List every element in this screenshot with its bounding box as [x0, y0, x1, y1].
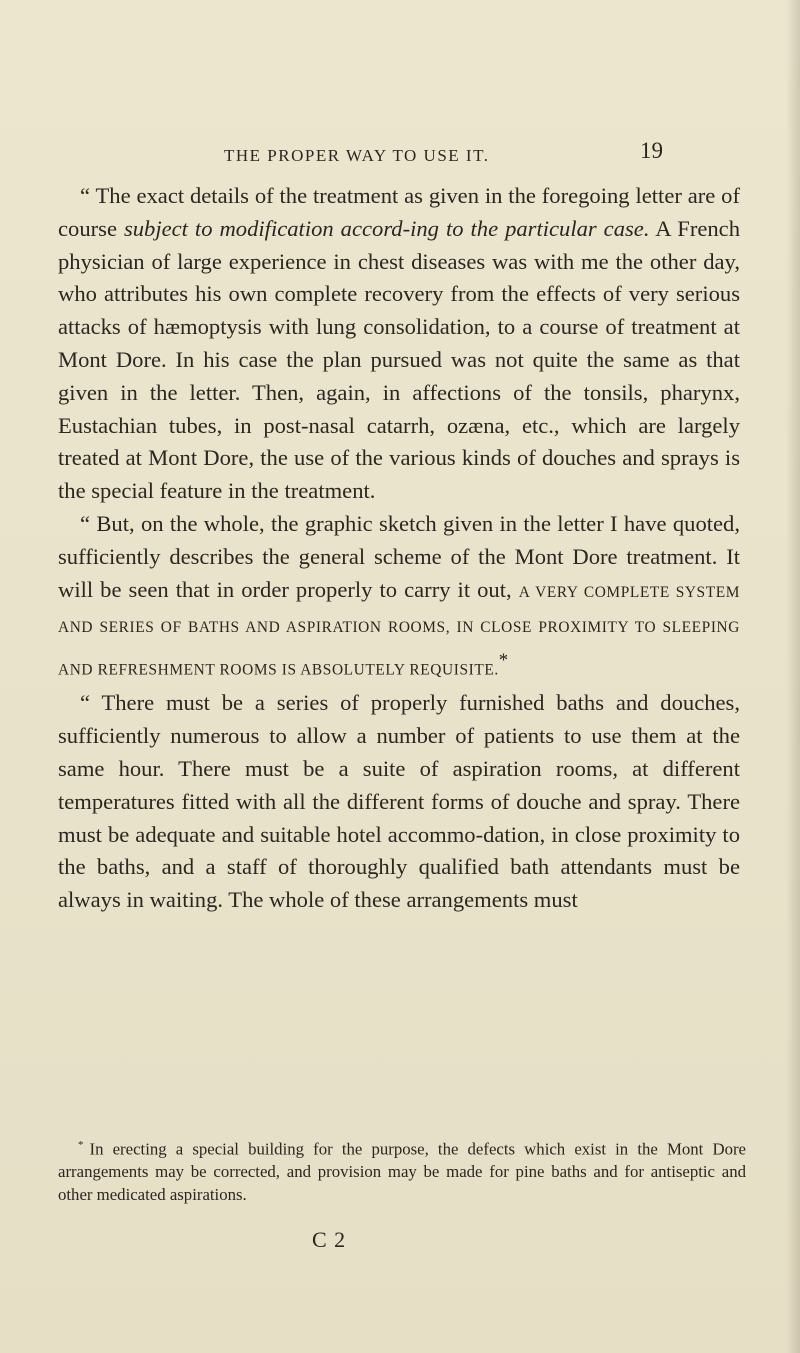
footnote-marker: * [78, 1139, 84, 1151]
text-run: A French physician of large experience in chest diseases was with me the other day, who attributes his own complete recovery from the effects of very serious attacks of hæmoptysis with lung consolidation, to a course of treatment at Mont Dore. In his case the plan pursued was not quite the same as that given in the letter. Then, again, in affections of the tonsils, pharynx, Eustachian tubes, in post-nasal catarrh, ozæna, etc., which are largely treated at Mont Dore, the use of the various kinds of douches and sprays is the special feature in the treatment. [58, 215, 740, 504]
page-number: 19 [640, 138, 663, 163]
footnote-paragraph [58, 1134, 746, 1206]
footnote-text: In erecting a special building for the purpose, the defects which exist in the Mont Dore arrangements may be corrected, and provision may be made for pine baths and for antiseptic and other medicated aspirations. [58, 1139, 746, 1204]
footnote-reference: * [498, 650, 509, 672]
page-edge-shadow [786, 0, 800, 1353]
body-text [58, 180, 740, 917]
signature-mark: C 2 [312, 1227, 347, 1252]
text-run: “ But, on the whole, the graphic sketch given in the letter I have quoted, sufficiently describes the general scheme of the Mont Dore treatment. It will be seen that in order properly to carry it out, [58, 510, 740, 602]
italic-text-run: subject to modification accord-ing to the particular case. [123, 215, 650, 241]
small-caps-text-run: A VERY COMPLETE SYSTEM AND SERIES OF BATHS AND ASPIRATION ROOMS, IN CLOSE PROXIMITY TO SLEEPING AND REFRESHMENT ROOMS IS ABSOLUTELY REQUISITE. [58, 583, 741, 679]
paragraph [58, 508, 740, 688]
text-run: “ The exact details of the treatment as given in the foregoing letter are of course [58, 183, 740, 241]
paragraph [58, 687, 740, 917]
running-header: THE PROPER WAY TO USE IT. [224, 146, 490, 165]
paragraph [58, 180, 740, 508]
text-run: “ There must be a series of properly furnished baths and douches, sufficiently numerous to allow a number of patients to use them at the same hour. There must be a suite of aspiration rooms, at different temperatures fitted with all the different forms of douche and spray. There must be adequate and suitable hotel accommo-dation, in close proximity to the baths, and a staff of thoroughly qualified bath attendants must be always in waiting. The whole of these arrangements must [58, 690, 740, 913]
footnote [58, 1134, 746, 1206]
